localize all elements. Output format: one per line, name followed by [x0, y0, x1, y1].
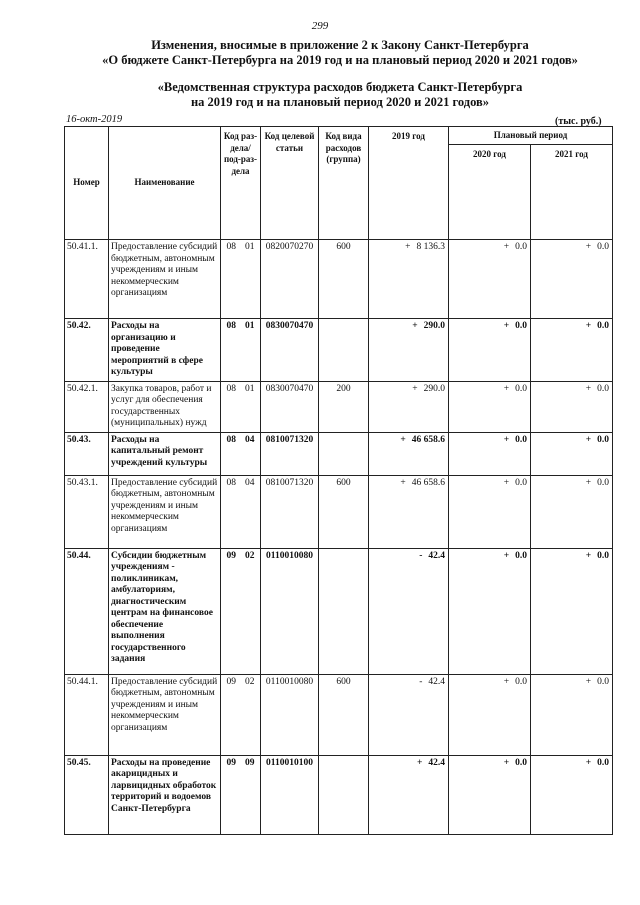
table-row: [65, 381, 613, 432]
row-section-code: [221, 755, 261, 834]
amount-value: 0.0: [597, 242, 609, 252]
row-section-code: [221, 548, 261, 674]
row-name: Предоставление субсидий бюджетным, автономным учреждениям и иным некоммерческим организациям: [109, 674, 221, 755]
amount-value: 42.4: [428, 757, 445, 768]
amount-sign: +: [412, 321, 418, 331]
amount-2021: [531, 432, 613, 475]
row-target-code: 0110010080: [261, 674, 319, 755]
row-name: Субсидии бюджетным учреждениям - поликлиникам, амбулаториям, диагностическим центрам на финансовое обеспечение выполнения государственного задания: [109, 548, 221, 674]
appendix-title: [60, 80, 620, 110]
subsection-code: 02: [245, 550, 255, 561]
amount-value: 290.0: [423, 321, 445, 331]
title-line-4: на 2019 год и на плановый период 2020 и 2021 годов»: [190, 95, 490, 109]
table-row: [65, 755, 613, 834]
table-row: [65, 548, 613, 674]
amount-sign: +: [585, 676, 592, 687]
row-number: 50.42.1.: [65, 381, 109, 432]
row-name: Закупка товаров, работ и услуг для обеспечения государственных (муниципальных) нужд: [109, 381, 221, 432]
amount-value: 0.0: [515, 321, 527, 331]
amount-value: 42.4: [428, 550, 445, 561]
row-section-code: [221, 319, 261, 382]
amount-value: 0.0: [597, 434, 609, 445]
amount-2021: [531, 548, 613, 674]
row-section-code: [221, 475, 261, 548]
amount-sign: +: [585, 434, 592, 445]
amount-value: 0.0: [597, 757, 609, 768]
subsection-code: 01: [245, 242, 255, 252]
amount-2019: [369, 319, 449, 382]
amount-value: 0.0: [515, 477, 527, 488]
amount-2019: [369, 548, 449, 674]
amount-sign: -: [419, 550, 423, 561]
amount-value: 42.4: [428, 676, 445, 687]
row-kind-code: 600: [319, 674, 369, 755]
amount-sign: +: [503, 676, 510, 687]
amount-sign: +: [416, 757, 423, 768]
row-target-code: 0810071320: [261, 432, 319, 475]
section-code: 08: [226, 321, 236, 331]
amount-value: 0.0: [515, 757, 527, 768]
amount-sign: +: [400, 477, 406, 488]
amount-2021: [531, 674, 613, 755]
row-name: Предоставление субсидий бюджетным, автономным учреждениям и иным некоммерческим организациям: [109, 475, 221, 548]
units-label: (тыс. руб.): [555, 116, 602, 127]
amount-sign: +: [412, 383, 418, 394]
col-header-number: Номер: [65, 127, 109, 240]
amount-sign: +: [503, 757, 510, 768]
subsection-code: 04: [245, 434, 255, 445]
amount-sign: +: [503, 242, 510, 252]
amount-sign: +: [503, 383, 510, 394]
row-number: 50.42.: [65, 319, 109, 382]
amount-sign: +: [585, 321, 592, 331]
title-line-2: «О бюджете Санкт-Петербурга на 2019 год и на плановый период 2020 и 2021 годов»: [102, 53, 578, 67]
amount-sign: +: [503, 321, 510, 331]
row-kind-code: [319, 548, 369, 674]
amount-value: 0.0: [597, 550, 609, 561]
section-code: 08: [226, 242, 236, 252]
amount-2020: [449, 755, 531, 834]
subsection-code: 01: [245, 383, 255, 394]
subsection-code: 02: [245, 676, 255, 687]
amount-2020: [449, 475, 531, 548]
section-code: 08: [226, 434, 236, 445]
amount-2019: [369, 432, 449, 475]
amount-2019: [369, 240, 449, 319]
row-number: 50.44.: [65, 548, 109, 674]
amount-value: 46 658.6: [411, 477, 445, 488]
amount-value: 46 658.6: [411, 434, 445, 445]
table-body: [65, 240, 613, 835]
row-name: Расходы на капитальный ремонт учреждений культуры: [109, 432, 221, 475]
col-header-kind: Код вида расходов (группа): [319, 127, 369, 240]
row-target-code: 0830070470: [261, 319, 319, 382]
amount-2020: [449, 432, 531, 475]
amount-2021: [531, 381, 613, 432]
amount-value: 0.0: [597, 321, 609, 331]
amount-sign: +: [585, 383, 592, 394]
section-code: 09: [226, 676, 236, 687]
amount-sign: +: [400, 434, 406, 445]
col-header-name: Наименование: [109, 127, 221, 240]
amount-2020: [449, 548, 531, 674]
section-code: 08: [226, 383, 236, 394]
table-row: [65, 432, 613, 475]
document-date: 16-окт-2019: [66, 114, 123, 125]
row-section-code: [221, 240, 261, 319]
amount-2019: [369, 674, 449, 755]
row-target-code: 0820070270: [261, 240, 319, 319]
amount-2021: [531, 755, 613, 834]
amount-value: 8 136.3: [416, 242, 445, 252]
amount-value: 290.0: [423, 383, 445, 394]
amount-value: 0.0: [597, 676, 609, 687]
amount-2019: [369, 475, 449, 548]
row-kind-code: 200: [319, 381, 369, 432]
amount-sign: +: [503, 550, 510, 561]
section-code: 08: [226, 477, 236, 488]
row-number: 50.44.1.: [65, 674, 109, 755]
row-section-code: [221, 381, 261, 432]
col-header-plan: Плановый период: [449, 127, 613, 145]
page-number: 299: [311, 20, 329, 32]
col-header-section: Код раз-дела/ под-раз-дела: [221, 127, 261, 240]
row-kind-code: [319, 755, 369, 834]
amount-2020: [449, 674, 531, 755]
subsection-code: 04: [245, 477, 255, 488]
row-kind-code: 600: [319, 240, 369, 319]
row-name: Предоставление субсидий бюджетным, автономным учреждениям и иным некоммерческим организациям: [109, 240, 221, 319]
title-line-3: «Ведомственная структура расходов бюджета Санкт-Петербурга: [157, 80, 523, 94]
amount-sign: -: [419, 676, 423, 687]
budget-table: [64, 126, 613, 835]
amount-2021: [531, 319, 613, 382]
col-header-target: Код целевой статьи: [261, 127, 319, 240]
table-row: [65, 240, 613, 319]
col-header-2021: 2021 год: [531, 145, 613, 240]
amount-sign: +: [405, 242, 411, 252]
row-kind-code: 600: [319, 475, 369, 548]
amount-2021: [531, 475, 613, 548]
row-target-code: 0810071320: [261, 475, 319, 548]
amount-value: 0.0: [515, 676, 527, 687]
row-kind-code: [319, 319, 369, 382]
amount-value: 0.0: [515, 242, 527, 252]
row-number: 50.43.: [65, 432, 109, 475]
row-target-code: 0110010100: [261, 755, 319, 834]
row-target-code: 0830070470: [261, 381, 319, 432]
table-row: [65, 674, 613, 755]
table-row: [65, 319, 613, 382]
amount-value: 0.0: [597, 477, 609, 488]
section-code: 09: [226, 757, 236, 768]
amount-2021: [531, 240, 613, 319]
table-row: [65, 475, 613, 548]
amount-sign: +: [585, 757, 592, 768]
section-code: 09: [226, 550, 236, 561]
subsection-code: 01: [245, 321, 255, 331]
amount-sign: +: [585, 550, 592, 561]
row-number: 50.45.: [65, 755, 109, 834]
row-number: 50.41.1.: [65, 240, 109, 319]
amount-sign: +: [585, 242, 592, 252]
row-name: Расходы на организацию и проведение мероприятий в сфере культуры: [109, 319, 221, 382]
title-line-1: Изменения, вносимые в приложение 2 к Закону Санкт-Петербурга: [151, 38, 529, 52]
col-header-2019: 2019 год: [369, 127, 449, 240]
amount-sign: +: [503, 477, 510, 488]
row-section-code: [221, 432, 261, 475]
amount-2020: [449, 240, 531, 319]
row-name: Расходы на проведение акарицидных и ларвицидных обработок территорий и водоемов Санкт-Петербурга: [109, 755, 221, 834]
amount-2019: [369, 755, 449, 834]
amount-value: 0.0: [597, 383, 609, 394]
row-section-code: [221, 674, 261, 755]
amount-sign: +: [503, 434, 510, 445]
amount-2020: [449, 381, 531, 432]
amount-value: 0.0: [515, 550, 527, 561]
amount-value: 0.0: [515, 434, 527, 445]
row-kind-code: [319, 432, 369, 475]
amount-2020: [449, 319, 531, 382]
row-number: 50.43.1.: [65, 475, 109, 548]
amount-sign: +: [585, 477, 592, 488]
amount-value: 0.0: [515, 383, 527, 394]
col-header-2020: 2020 год: [449, 145, 531, 240]
amount-2019: [369, 381, 449, 432]
row-target-code: 0110010080: [261, 548, 319, 674]
subsection-code: 09: [245, 757, 255, 768]
document-title: [60, 38, 620, 68]
